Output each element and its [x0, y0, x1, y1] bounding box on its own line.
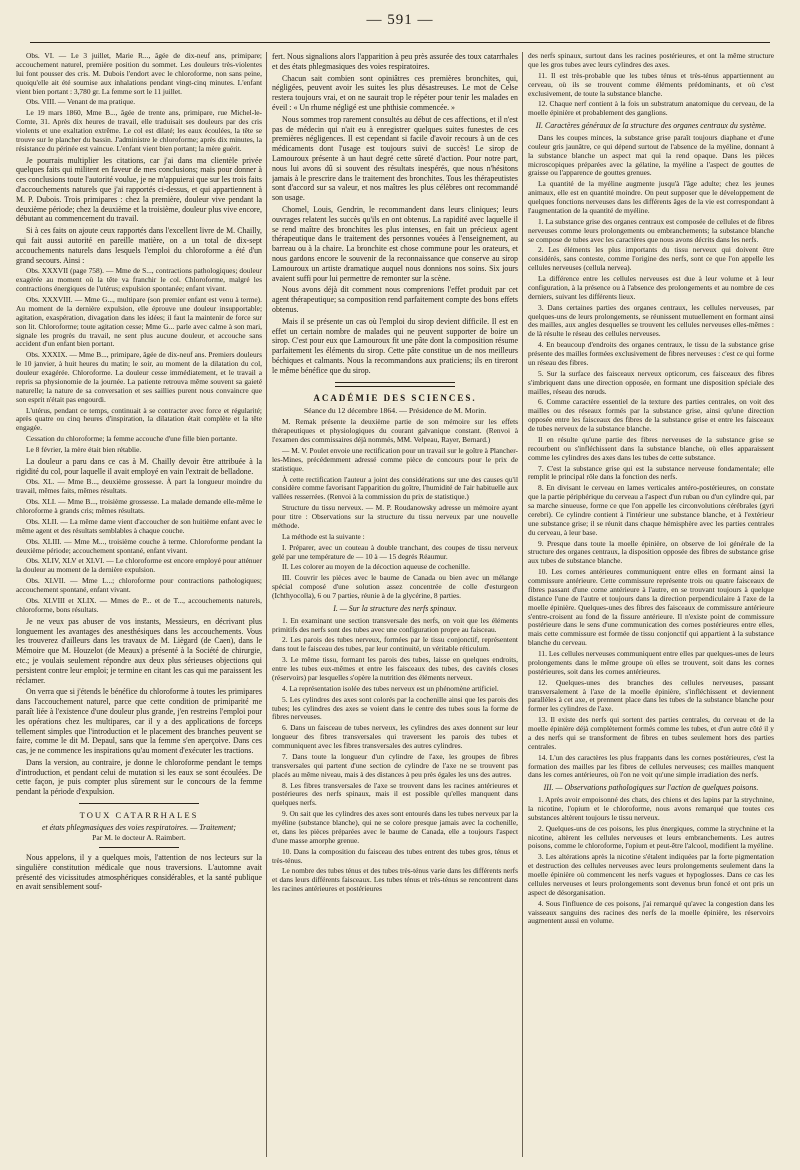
body-paragraph: 1. Après avoir empoisonné des chats, des chiens et des lapins par la strychnine, la nicotine, l'opium et le chloroforme, nous avons remarqué que toutes ces substances altèrent toujours le tissu nerveux.	[528, 795, 774, 822]
body-paragraph: 14. L'un des caractères les plus frappants dans les cornes postérieures, c'est la formation des mailles par les fibres de cellules nerveuses; ces mailles manquent dans les cornes antérieures, où l'on ne voit qu'une simple irradiation des nerfs.	[528, 752, 774, 780]
observation-paragraph: Obs. VIII. — Venant de ma pratique.	[26, 97, 136, 107]
observation-paragraph: Cessation du chloroforme; la femme accouche d'une fille bien portante.	[26, 434, 238, 444]
body-paragraph: Je pourrais multiplier les citations, car j'ai dans ma clientèle privée quelques faits qui militent en faveur de mes conclusions; mais pour donner à ces conclusions toute l'autorité voulue, je ne m'appuierai que sur les trois faits d'accouchements naturels que j'ai rapportés ci-dessus, et qui appartiennent à M. P. Dubois. Trois primipares : chez la première, douleur vive pendant la deuxième période; chez la deuxième et la troisième, douleur plus vive encore, débutant au commencement du travail.	[16, 155, 262, 224]
body-paragraph: 12. Quelques-unes des branches des cellules nerveuses, passant transversalement à l'axe de la moelle épinière, s'infléchissent et deviennent parallèles à cet axe, et prennent place dans les tubes de la substance blanche pour former les cylindres de l'axe.	[528, 677, 774, 714]
column-right	[528, 52, 774, 1162]
section-heading: ACADÉMIE DES SCIENCES.	[313, 392, 477, 403]
body-paragraph: I. Préparer, avec un couteau à double tranchant, des coupes de tissu nerveux gelé par une température de — 10 à — 15 degrés Réaumur.	[272, 542, 518, 561]
body-paragraph: 10. Dans la composition du faisceau des tubes entrent des tubes gros, ténus et très-ténus.	[272, 846, 518, 865]
body-paragraph: — M. V. Poulet envoie une rectification pour un travail sur le goître à Plancher-les-Mines, précédemment adressé comme pièce de concours pour le prix de statistique.	[272, 445, 518, 473]
body-paragraph: 2. Les éléments les plus importants du tissu nerveux qui doivent être considérés, sans conteste, comme l'origine des nerfs, sont ce que l'on appelle les cellules nerveuses (cellula nervea).	[528, 245, 774, 273]
body-paragraph: 11. Les cellules nerveuses communiquent entre elles par quelques-unes de leurs prolongements dans le même groupe où elles se trouvent, soit dans les cornes postérieures, soit dans les cornes antérieures.	[528, 649, 774, 676]
article-title: TOUX CATARRHALES	[79, 810, 199, 821]
body-paragraph: 1. La substance grise des organes centraux est composée de cellules et de fibres nerveuses comme leurs prolongements ou embranchements; la substance blanche se compose de tubes avec les caractères que nous avons décrits dans les nerfs.	[528, 216, 774, 244]
column-left	[16, 52, 262, 1162]
observation-paragraph: Obs. XLI. — Mme B..., troisième grossesse. La malade demande elle-même le chloroforme à grands cris; mêmes résultats.	[16, 497, 262, 516]
observation-paragraph: Obs. XXXVII (page 758). — Mme de S..., contractions pathologiques; douleur exagérée au moment où la tête va franchir le col. Chloroforme, malgré les contractions énergiques de l'utérus; expulsion spontanée; enfant vivant.	[16, 266, 262, 294]
observation-paragraph: Obs. XLII. — La même dame vient d'accoucher de son huitième enfant avec le même agent et des résultats semblables à chaque couche.	[16, 516, 262, 535]
body-paragraph: 3. Dans certaines parties des organes centraux, les cellules nerveuses, par quelques-uns de leurs prolongements, se réunissent mutuellement en formant ainsi des mailles, aux angles desquelles se trouvent les cellules nerveuses elles-mêmes : de là résulte le réseau des cellules nerveuses.	[528, 302, 774, 339]
header-rule	[30, 42, 770, 43]
body-paragraph: 8. Les fibres transversales de l'axe se trouvent dans les racines antérieures et postérieures des nerfs spinaux, mais il est possible qu'elles manquent dans quelques nerfs.	[272, 780, 518, 808]
observation-paragraph: Obs. XLVII. — Mme L...; chloroforme pour contractions pathologiques; accouchement spontané, enfant vivant.	[16, 576, 262, 595]
body-paragraph: 3. Le même tissu, formant les parois des tubes, laisse en quelques endroits, entre les tubes eux-mêmes et entre les faisceaux des tubes, des cavités closes (réservoirs) par lesquelles s'opère la nutrition des éléments nerveux.	[272, 655, 518, 682]
observation-paragraph: L'utérus, pendant ce temps, continuait à se contracter avec force et régularité; après quatre ou cinq heures d'inspiration, la dilatation était complète et la tête engagée.	[16, 405, 262, 433]
body-paragraph: La douleur a paru dans ce cas à M. Chailly devoir être attribuée à la rigidité du col, pour laquelle il avait employé en vain l'extrait de belladone.	[16, 456, 262, 476]
section-divider	[79, 803, 199, 804]
page-number: — 591 —	[366, 12, 434, 28]
body-paragraph: 13. Il existe des nerfs qui sortent des parties centrales, du cerveau et de la moelle épinière déjà complètement formés comme les tubes, et d'un autre côté il y a des nerfs qui se transforment de fibres en tubes seulement hors des parties centrales.	[528, 715, 774, 751]
body-paragraph: La différence entre les cellules nerveuses est due à leur volume et à leur configuration, à la présence ou à l'absence des prolongements et au nombre de ces derniers, suivant les différents lieux.	[528, 274, 774, 301]
body-paragraph: 7. C'est la substance grise qui est la substance nerveuse fondamentale; elle remplit le principal rôle dans la fonction des nerfs.	[528, 463, 774, 482]
section-divider	[99, 847, 179, 848]
observation-paragraph: Obs. XXXVIII. — Mme G..., multipare (son premier enfant est venu à terme). Au moment de la dernière expulsion, elle éprouve une douleur insupportable; agitation, exaspération, divagation dans les idées; il faut la maintenir de force sur son lit. Chloroforme; toute agitation cesse; Mme G... parle avec calme à son mari, signale les progrès du travail, ne sent plus aucune douleur, et accouche sans accident d'un enfant bien portant.	[16, 295, 262, 349]
observation-paragraph: Obs. XLIV, XLV et XLVI. — Le chloroforme est encore employé pour atténuer la douleur au moment de la dernière expulsion.	[16, 556, 262, 575]
subsection-title: I. — Sur la structure des nerfs spinaux.	[333, 603, 457, 613]
section-divider	[335, 382, 455, 387]
observation-paragraph: Obs. XL. — Mme B..., deuxième grossesse. À part la longueur moindre du travail, mêmes faits, mêmes résultats.	[16, 477, 262, 496]
body-paragraph: fert. Nous signalions alors l'apparition à peu près assurée des toux catarrhales et des états phlegmasiques des voies respiratoires.	[272, 52, 518, 71]
body-paragraph: 2. Les parois des tubes nerveux, formées par le tissu conjonctif, représentent dans tout le faisceau des tubes, par leur continuité, un véritable réticulum.	[272, 635, 518, 654]
column-separator	[522, 52, 523, 1157]
body-paragraph: Nous avons déjà dit comment nous comprenions l'effet produit par cet agent thérapeutique; sa composition rend parfaitement compte des bons effets obtenus.	[272, 285, 518, 314]
body-paragraph: des nerfs spinaux, surtout dans les racines postérieures, et ont la même structure que les gros tubes avec leurs cylindres des axes.	[528, 52, 774, 69]
body-paragraph: Si à ces faits on ajoute ceux rapportés dans l'excellent livre de M. Chailly, qui fait aussi autorité en pareille matière, on a un total de dix-sept accouchements naturels dans lesquels l'emploi du chloroforme a été d'un grand secours. Ainsi :	[16, 226, 262, 265]
body-paragraph: Dans la version, au contraire, je donne le chloroforme pendant le temps d'introduction, et pendant celui de mutation si les eaux se sont écoulées. De cette façon, je puis compter plus sûrement sur le concours de la femme pendant la période d'expulsion.	[16, 757, 262, 797]
body-paragraph: La méthode est la suivante :	[282, 531, 365, 541]
body-paragraph: 4. En beaucoup d'endroits des organes centraux, le tissu de la substance grise présente des mailles formées exclusivement de fibres nerveuses : c'est ce qui forme un réseau des fibres.	[528, 340, 774, 367]
body-paragraph: II. Les colorer au moyen de la décoction aqueuse de cochenille.	[282, 562, 470, 572]
body-paragraph: 12. Chaque nerf contient à la fois un substratum anatomique du cerveau, de la moelle épinière et probablement des ganglions.	[528, 99, 774, 118]
body-paragraph: 10. Les cornes antérieures communiquent entre elles en formant ainsi la commissure antérieure. Cette commissure représente trois ou quatre faisceaux de fibres passant d'une corne antérieure à l'autre, en se trouvant toujours à quelque distance l'une de l'autre et toujours dans la direction perpendiculaire à l'axe de la moelle épinière. Quelques-unes des fibres des faisceaux de commissure antérieure s'entre-croisent au fond de la fissure antérieure. Il n'existe point de commissure postérieure dans le sens d'une communication des cornes postérieures entre elles, mais cette commissure est formée de tissu conjonctif qui appartient à la substance blanche du cerveau.	[528, 567, 774, 648]
body-paragraph: M. Remak présente la deuxième partie de son mémoire sur les effets thérapeutiques et physiologiques du courant galvanique constant. (Renvoi à l'examen des commissaires déjà nommés, MM. Velpeau, Rayer, Bernard.)	[272, 417, 518, 445]
body-paragraph: Je ne veux pas abuser de vos instants, Messieurs, en décrivant plus longuement les avantages des anesthésiques dans les accouchements. Vous les trouverez d'ailleurs dans les travaux de M. Liègard (de Caen), dans le Mémoire que M. Houzelot (de Meaux) a présenté à la Société de chirurgie, etc.; je voulais seulement répondre aux deux plus sérieuses objections qui persistent contre leur emploi; je termine en citant les cas qui me paraissent les réclamer.	[16, 616, 262, 685]
body-paragraph: 2. Quelques-uns de ces poisons, les plus énergiques, comme la strychnine et la nicotine, altèrent les cellules nerveuses et leurs embranchements. Les autres poisons, comme le chloroforme, l'opium et peut-être l'alcool, modifient la myéline.	[528, 823, 774, 851]
body-paragraph: On verra que si j'étends le bénéfice du chloroforme à toutes les primipares dans l'accouchement naturel, parce que cette condition de primiparité me paraît liée à l'existence d'une douleur plus grande, j'en restreins l'emploi pour les opérations chez les multipares, car il y a des applications de forceps tellement simples que l'introduction et le placement des branches peuvent se faire, comme le dit M. Depaul, sans que la femme s'en aperçoive. Dans ces cas, je ne commence les inspirations qu'au moment d'exécuter les tractions.	[16, 687, 262, 756]
observation-paragraph: Obs. VI. — Le 3 juillet, Marie R..., âgée de dix-neuf ans, primipare; accouchement naturel, première position du sommet. Les douleurs très-violentes lui font pousser des cris. M. Dubois l'endort avec le chloroforme, non sans peine, quoiqu'elle ait été soumise aux inhalations pendant vingt-cinq minutes. L'enfant vient bien portant : 3,780 gr. La femme sort le 11 juillet.	[16, 52, 262, 96]
subsection-title: II. Caractères généraux de la structure des organes centraux du système.	[535, 121, 767, 131]
observation-paragraph: Obs. XLIII. — Mme M..., troisième couche à terme. Chloroforme pendant la deuxième période; accouchement spontané, enfant vivant.	[16, 536, 262, 555]
article-author: Par M. le docteur A. Raimbert.	[92, 832, 186, 842]
body-paragraph: III. Couvrir les pièces avec le baume de Canada ou bien avec un mélange spécial composé d'une solution assez concentrée de colle d'esturgeon (Ichthyocolla), 6 ou 7 parties, réunie à de la glycérine, 8 parties.	[272, 573, 518, 601]
observation-paragraph: Le 8 février, la mère était bien rétablie.	[26, 445, 142, 455]
body-paragraph: Mais il se présente un cas où l'emploi du sirop devient difficile. Il est en effet un certain nombre de malades qui ne peuvent supporter de boire un sirop. C'est pour eux que Lamouroux fit une pâte dont la composition résume parfaitement les éléments du sirop. Cette pâte constitue un de nos meilleurs béchiques et calmants. Nous la recommandons aux praticiens; ils en tireront le même bénéfice que du sirop.	[272, 316, 518, 375]
body-paragraph: Le nombre des tubes ténus et des tubes très-ténus varie dans les différents nerfs et dans leurs différents faisceaux. Les tubes ténus et très-ténus se rencontrent dans les racines antérieures et postérieures	[272, 866, 518, 894]
body-paragraph: Structure du tissu nerveux. — M. P. Roudanowsky adresse un mémoire ayant pour titre : Observations sur la structure du tissu nerveux par une nouvelle méthode.	[272, 503, 518, 530]
body-paragraph: 6. Comme caractère essentiel de la texture des parties centrales, on voit des mailles ou des réseaux formés par la substance grise, ainsi qu'une direction opposée entre les faisceaux des fibres de la substance grise et entre les faisceaux de tubes nerveux de la substance blanche.	[528, 397, 774, 434]
observation-paragraph: Obs. XLVIII et XLIX. — Mmes de P... et de T..., accouchements naturels, chloroforme, bons résultats.	[16, 595, 262, 614]
body-paragraph: 9. Presque dans toute la moelle épinière, on observe de loi générale de la structure des organes centraux, la disposition opposée des fibres de substance grise aux tubes de substance blanche.	[528, 538, 774, 566]
body-paragraph: 11. Il est très-probable que les tubes ténus et très-ténus appartiennent au cerveau, où ils se trouvent comme éléments prédominants, et où c'est exclusivement, de toute la substance blanche.	[528, 70, 774, 98]
body-paragraph: Chomel, Louis, Gendrin, le recommandent dans leurs cliniques; leurs ouvrages relatent les succès qu'ils en ont obtenus. La rapidité avec laquelle il se rend maître des bronchites les plus intenses, en fait un précieux agent thérapeutique dans le traitement des personnes vouées à l'enseignement, au barreau ou à la chaire. La bronchite est chose commune pour les orateurs, et nous gardons encore le souvenir de la reconnaissance que conserve au sirop Lamouroux un artiste dramatique auquel nous donnions nos soins. Six jours avaient suffi pour lui permettre de remonter sur la scène.	[272, 204, 518, 283]
body-paragraph: À cette rectification l'auteur a joint des considérations sur une des causes qu'il considère comme favorisant l'apparition du goître, l'humidité de l'air habituelle aux vallées resserrées. (Renvoi à la commission du prix de statistique.)	[272, 474, 518, 502]
body-paragraph: 1. En examinant une section transversale des nerfs, on voit que les éléments primitifs des nerfs sont des tubes avec une configuration propre au faisceau.	[272, 615, 518, 634]
article-subtitle: et états phlegmasiques des voies respiratoires. — Traitement;	[41, 822, 237, 832]
body-paragraph: Nous appelons, il y a quelques mois, l'attention de nos lecteurs sur la singulière constitution médicale que nous traversions. L'automne avait présenté des vicissitudes atmosphériques considérables, et la santé publique en avait sensiblement souf-	[16, 852, 262, 892]
column-separator	[266, 52, 267, 1157]
body-paragraph: 3. Les altérations après la nicotine s'étalent indiquées par la forte pigmentation et destruction des cellules nerveuses avec leurs prolongements seulement dans la moelle épinière où commencent les nerfs vagues et hypoglosses. Dans ce cas les cellules nerveuses et leurs prolongements sont devenus brun foncé et ont pris un aspect de désorganisation.	[528, 852, 774, 897]
session-line: Séance du 12 décembre 1864. — Présidence de M. Morin.	[303, 405, 487, 415]
observation-paragraph: Le 19 mars 1860, Mme B..., âgée de trente ans, primipare, rue Michel-le-Comte, 31. Après dix heures de travail, elle traduisait ses douleurs par des cris violents et une exaltation extrême. Le col est dilaté; les eaux écoulées, la tête se trouve sur le plancher du bassin. J'administre le chloroforme; après dix minutes, la résistance du périnée est vaincue. L'enfant vient bien portant; la mère guérit.	[16, 108, 262, 153]
body-paragraph: 4. La représentation isolée des tubes nerveux est un phénomène artificiel.	[282, 683, 499, 693]
body-paragraph: La quantité de la myéline augmente jusqu'à l'âge adulte; chez les jeunes animaux, elle est en quantité moindre. On peut supposer que le développement de quelques fonctions nerveuses dans les différents âges de la vie est correspondant à l'augmentation de la quantité de myéline.	[528, 179, 774, 215]
column-middle	[272, 52, 518, 1162]
body-paragraph: Dans les coupes minces, la substance grise paraît toujours diaphane et d'une couleur gris jaunâtre, ce qui dépend surtout de l'absence de la myéline, donnant à la substance blanche un aspect mat qui la rend opaque. Dans les pièces microscopiques préparées avec la gélatine, la myéline a l'aspect de gouttes de graisse ou l'apparence de gouttes grenues.	[528, 132, 774, 178]
body-paragraph: 5. Les cylindres des axes sont colorés par la cochenille ainsi que les parois des tubes; les cylindres des axes se voient dans le centre des tubes sous la forme de fibres nerveuses.	[272, 694, 518, 722]
body-paragraph: 4. Sous l'influence de ces poisons, j'ai remarqué qu'avec la congestion dans les vaisseaux sanguins des racines des nerfs de la moelle épinière, les réservoirs augmentent aussi en volume.	[528, 898, 774, 926]
body-paragraph: 9. On sait que les cylindres des axes sont entourés dans les tubes nerveux par la myéline (substance blanche), qui ne se colore presque jamais avec la cochenille, et, dans les pièces préparées avec le baume de Canada, elle a toujours l'aspect d'une masse amorphe grenue.	[272, 809, 518, 845]
body-paragraph: Chacun sait combien sont opiniâtres ces premières bronchites, qui, négligées, peuvent avoir les suites les plus désastreuses. Le mot de Celse restera toujours vrai, et on ne saurait trop le répéter pour tenir les malades en éveil : « Un rhume négligé est une phthisie commencée. »	[272, 73, 518, 112]
body-paragraph: 8. En divisant le cerveau en lames verticales antéro-postérieures, on constate que la partie périphérique du cerveau a l'aspect d'un ruban ou d'un cylindre qui, par sa marche sinueuse, forme ce que l'on appelle les circonvolutions cérébrales (gyri cerebri). Ce cylindre contient à l'intérieur une substance blanche, et à l'extérieur une substance grise; il se réunit dans chaque hémisphère avec les parties centrales du cerveau, à leur base.	[528, 483, 774, 537]
subsection-title: III. — Observations pathologiques sur l'action de quelques poisons.	[543, 783, 759, 793]
body-paragraph: 6. Dans un faisceau de tubes nerveux, les cylindres des axes donnent sur leur longueur des fibres transversales qui traversent les parois des tubes et communiquent avec les fibres transversales des autres cylindres.	[272, 723, 518, 751]
body-paragraph: 7. Dans toute la longueur d'un cylindre de l'axe, les groupes de fibres transversales qui partent d'une section de cylindre de l'axe ne se trouvent pas placés au même niveau, mais à des distances à peu près égales les uns des autres.	[272, 751, 518, 779]
body-paragraph: 5. Sur la surface des faisceaux nerveux opticorum, ces faisceaux des fibres s'imbriquent dans une direction opposée, en formant une disposition spéciale des mailles, réseau des nœuds.	[528, 368, 774, 396]
body-paragraph: Nous sommes trop rarement consultés au début de ces affections, et il n'est pas de médecin qui n'ait eu à enregistrer quelques suites funestes de ces premières négligences. Il est cependant si facile d'avoir recours à un de ces médicaments dont l'usage est toujours suivi de succès! Le sirop de Lamouroux présente à un haut degré cette sûreté d'action. Pour notre part, nous lui avons dû si souvent des résultats inespérés, que nous n'hésitons jamais à le prescrire dans le traitement des bronchites. Tous les thérapeutistes sont d'accord sur sa valeur, et nos maîtres les plus célèbres ont recommandé son usage.	[272, 114, 518, 203]
observation-paragraph: Obs. XXXIX. — Mme B..., primipare, âgée de dix-neuf ans. Premiers douleurs le 10 janvier, à huit heures du matin; le soir, au moment de la dilatation du col, douleur exagérée. Chloroforme. La douleur cesse immédiatement, et le travail a repris sa physionomie de la journée. La patiente retrouva même souvent sa gaieté naturelle; la nature de sa conversation et ses saillies purent nous convaincre que son esprit n'était pas engourdi.	[16, 350, 262, 404]
body-paragraph: Il en résulte qu'une partie des fibres nerveuses de la substance grise se recourbent ou s'infléchissent dans la substance blanche, où elles apparaissent comme les cylindres des axes dans les tubes de cette substance.	[528, 434, 774, 462]
